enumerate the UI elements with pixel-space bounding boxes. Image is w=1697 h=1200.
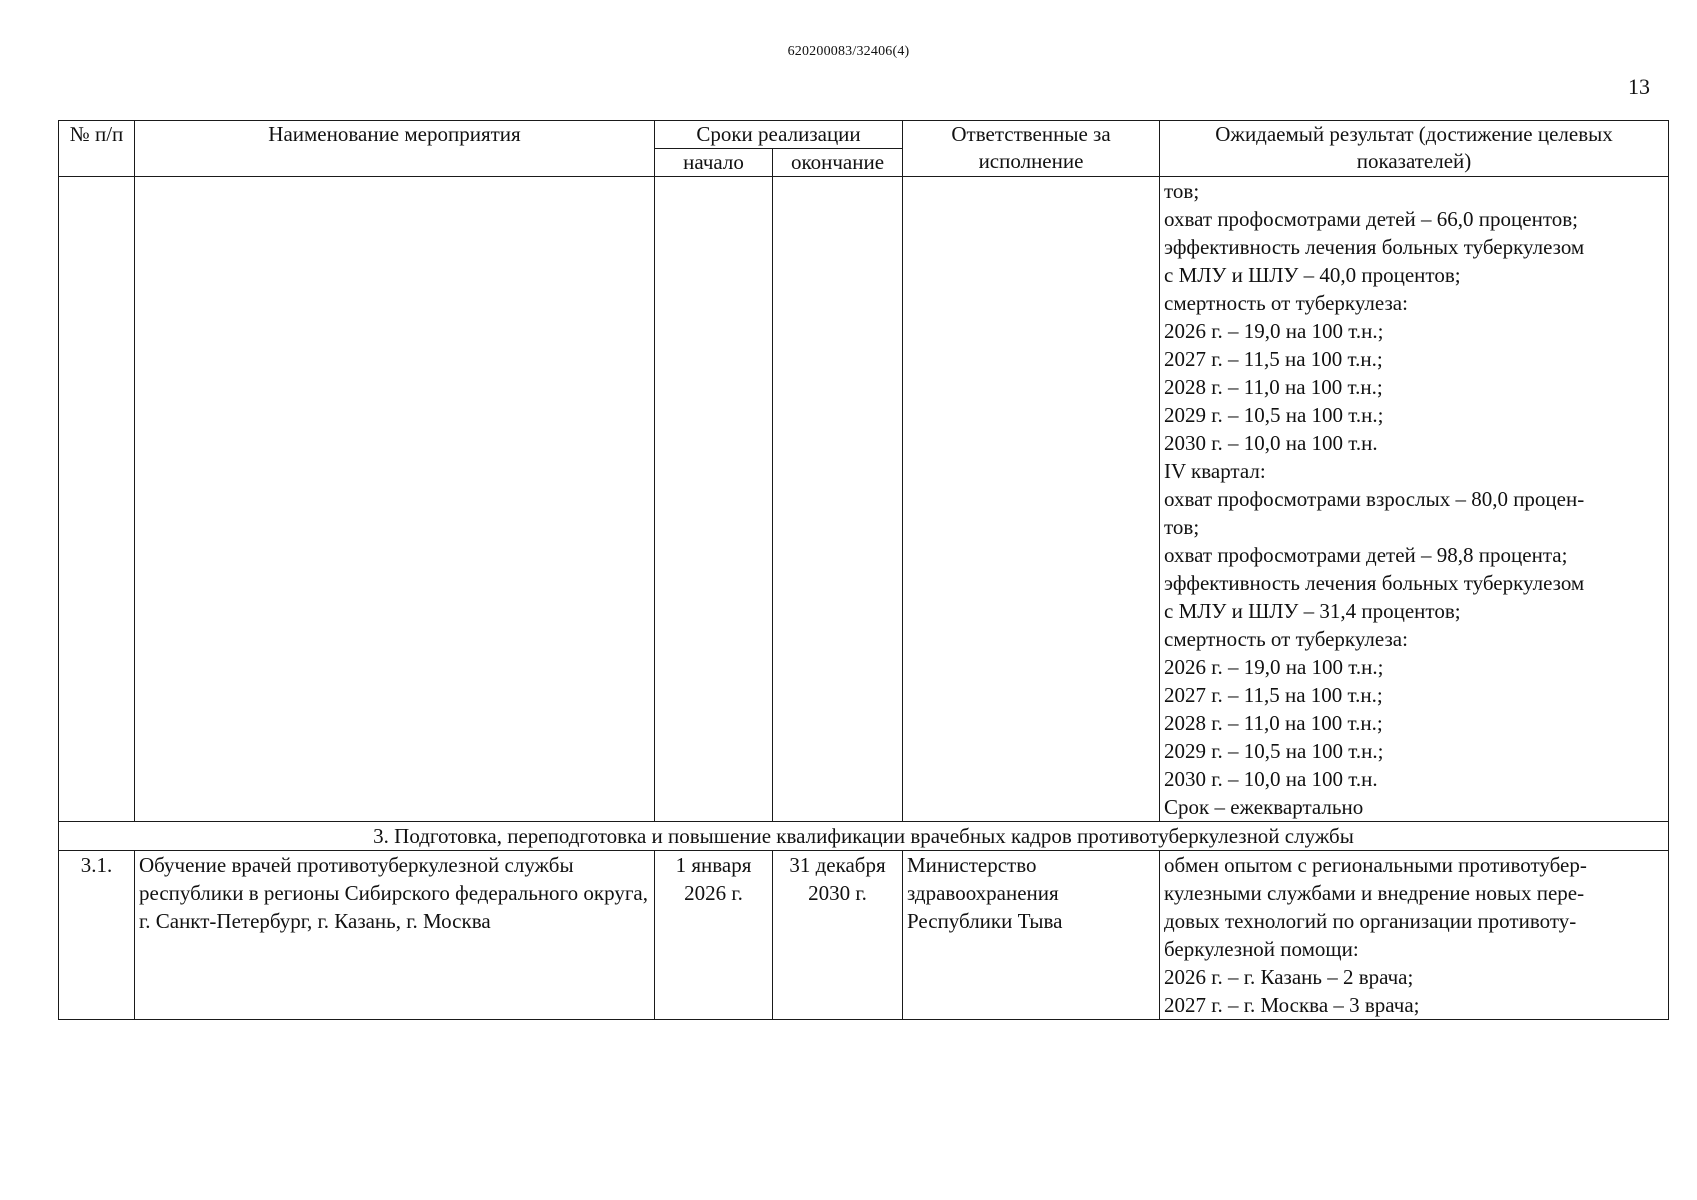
expected-result xyxy=(1160,851,1669,1020)
continuation-num-cell xyxy=(59,177,135,822)
end-date: 31 декабря 2030 г. xyxy=(773,851,903,1020)
continuation-row xyxy=(59,177,1669,822)
col-num-header: № п/п xyxy=(59,121,135,177)
col-end-header: окончание xyxy=(773,149,903,177)
activities-table xyxy=(58,120,1669,1020)
result-line: обмен опытом с региональными противотубер- xyxy=(1164,853,1587,877)
result-line: кулезными службами и внедрение новых пере- xyxy=(1164,881,1585,905)
continuation-end-cell xyxy=(773,177,903,822)
result-line: охват профосмотрами взрослых – 80,0 процен- xyxy=(1164,487,1585,511)
result-line: 2028 г. – 11,0 на 100 т.н.; xyxy=(1164,375,1383,399)
continuation-responsible-cell xyxy=(903,177,1160,822)
result-line: 2026 г. – г. Казань – 2 врача; xyxy=(1164,965,1414,989)
result-line: 2026 г. – 19,0 на 100 т.н.; xyxy=(1164,655,1384,679)
table-row xyxy=(59,851,1669,1020)
section-title: 3. Подготовка, переподготовка и повышение квалификации врачебных кадров противотуберкулезной службы xyxy=(59,822,1669,851)
result-line: смертность от туберкулеза: xyxy=(1164,627,1408,651)
activity-name: Обучение врачей противотуберкулезной службы республики в регионы Сибирского федерального округа, г. Санкт-Петербург, г. Казань, г. Москва xyxy=(135,851,655,1020)
col-start-header: начало xyxy=(655,149,773,177)
result-line: Срок – ежеквартально xyxy=(1164,795,1364,819)
section-row xyxy=(59,822,1669,851)
result-line: охват профосмотрами детей – 98,8 процента; xyxy=(1164,543,1568,567)
result-line: смертность от туберкулеза: xyxy=(1164,291,1408,315)
responsible-party: Министерство здравоохранения Республики Тыва xyxy=(903,851,1160,1020)
result-line: эффективность лечения больных туберкулезом xyxy=(1164,235,1585,259)
result-line: довых технологий по организации противоту- xyxy=(1164,909,1577,933)
result-line: 2030 г. – 10,0 на 100 т.н. xyxy=(1164,431,1378,455)
result-line: с МЛУ и ШЛУ – 31,4 процентов; xyxy=(1164,599,1461,623)
result-line: 2026 г. – 19,0 на 100 т.н.; xyxy=(1164,319,1384,343)
document-number: 620200083/32406(4) xyxy=(787,44,910,59)
col-responsible-header: Ответственные за исполнение xyxy=(903,121,1160,177)
row-number: 3.1. xyxy=(59,851,135,1020)
result-line: 2029 г. – 10,5 на 100 т.н.; xyxy=(1164,739,1384,763)
col-name-header: Наименование мероприятия xyxy=(135,121,655,177)
result-line: IV квартал: xyxy=(1164,459,1266,483)
header-row-1 xyxy=(59,121,1669,149)
col-period-header: Сроки реализации xyxy=(655,121,903,149)
result-line: охват профосмотрами детей – 66,0 процентов; xyxy=(1164,207,1578,231)
result-line: беркулезной помощи: xyxy=(1164,937,1359,961)
result-line: 2027 г. – 11,5 на 100 т.н.; xyxy=(1164,683,1383,707)
result-line: тов; xyxy=(1164,179,1200,203)
result-line: 2030 г. – 10,0 на 100 т.н. xyxy=(1164,767,1378,791)
continuation-start-cell xyxy=(655,177,773,822)
result-line: 2028 г. – 11,0 на 100 т.н.; xyxy=(1164,711,1383,735)
result-line: тов; xyxy=(1164,515,1200,539)
page-number: 13 xyxy=(1628,74,1650,99)
result-line: 2027 г. – 11,5 на 100 т.н.; xyxy=(1164,347,1383,371)
result-line: с МЛУ и ШЛУ – 40,0 процентов; xyxy=(1164,263,1461,287)
col-result-header: Ожидаемый результат (достижение целевых показателей) xyxy=(1160,121,1669,177)
start-date: 1 января 2026 г. xyxy=(655,851,773,1020)
continuation-name-cell xyxy=(135,177,655,822)
result-line: 2029 г. – 10,5 на 100 т.н.; xyxy=(1164,403,1384,427)
result-line: 2027 г. – г. Москва – 3 врача; xyxy=(1164,993,1420,1017)
result-line: эффективность лечения больных туберкулезом xyxy=(1164,571,1585,595)
continuation-result-cell xyxy=(1160,177,1669,822)
